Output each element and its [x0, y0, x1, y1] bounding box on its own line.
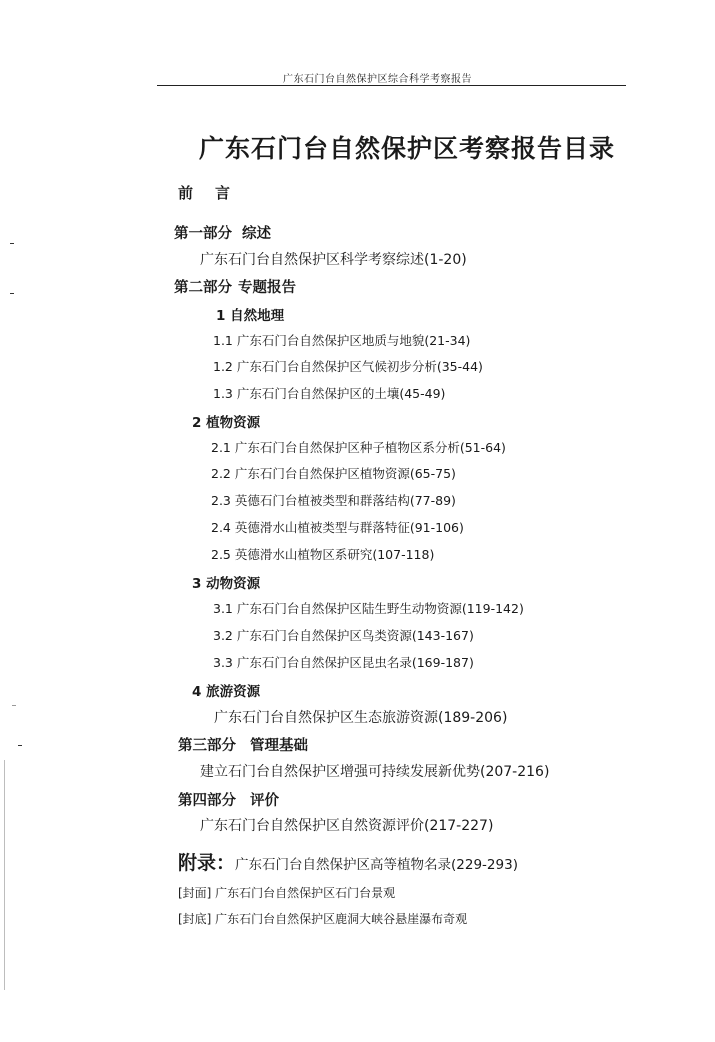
part1-name: 综述: [242, 226, 271, 242]
part1-label: 第一部分: [174, 226, 232, 242]
scan-mark: [10, 243, 14, 244]
scan-margin-line: [4, 760, 5, 990]
preface-heading: [178, 182, 252, 203]
header-rule: [157, 85, 626, 86]
toc-entry: 1.1 广东石门台自然保护区地质与地貌(21-34): [213, 333, 471, 348]
appendix-line: [178, 848, 518, 875]
appendix-label: 附录：: [178, 852, 236, 874]
appendix-entry: 广东石门台自然保护区高等植物名录(229-293): [235, 857, 518, 873]
page-title: 广东石门台自然保护区考察报告目录: [199, 134, 616, 163]
section-heading: 4 旅游资源: [192, 684, 261, 700]
front-cover-note: [封面] 广东石门台自然保护区石门台景观: [178, 886, 396, 900]
part3-heading: [178, 734, 308, 755]
scan-mark: [12, 705, 16, 706]
part4-label: 第四部分: [178, 793, 236, 809]
scan-mark: [10, 293, 14, 294]
toc-entry: 1.3 广东石门台自然保护区的土壤(45-49): [213, 386, 446, 401]
part3-name: 管理基础: [250, 738, 308, 754]
toc-entry: 2.2 广东石门台自然保护区植物资源(65-75): [211, 466, 456, 481]
toc-entry: 1.2 广东石门台自然保护区气候初步分析(35-44): [213, 359, 483, 374]
part2-name: 专题报告: [238, 280, 296, 296]
toc-entry: 2.4 英德滑水山植被类型与群落特征(91-106): [211, 520, 464, 535]
scan-mark: [18, 745, 22, 746]
back-cover-note: [封底] 广东石门台自然保护区鹿洞大峡谷悬崖瀑布奇观: [178, 912, 468, 926]
part3-entry: 建立石门台自然保护区增强可持续发展新优势(207-216): [200, 764, 550, 780]
part2-heading: [174, 276, 296, 297]
section-heading: 1 自然地理: [216, 308, 285, 324]
part4-entry: 广东石门台自然保护区自然资源评价(217-227): [200, 818, 494, 834]
toc-entry: 3.2 广东石门台自然保护区鸟类资源(143-167): [213, 628, 474, 643]
running-header: 广东石门台自然保护区综合科学考察报告: [283, 74, 472, 85]
part3-label: 第三部分: [178, 738, 236, 754]
part2-label: 第二部分: [174, 280, 232, 296]
part1-heading: [174, 222, 271, 243]
part1-entry: 广东石门台自然保护区科学考察综述(1-20): [200, 252, 467, 268]
toc-entry: 2.1 广东石门台自然保护区种子植物区系分析(51-64): [211, 440, 506, 455]
toc-entry: 2.3 英德石门台植被类型和群落结构(77-89): [211, 493, 456, 508]
section-heading: 2 植物资源: [192, 415, 261, 431]
part4-name: 评价: [250, 793, 279, 809]
toc-entry: 2.5 英德滑水山植物区系研究(107-118): [211, 547, 435, 562]
preface-char-1: 前: [178, 184, 194, 202]
part4-heading: [178, 789, 279, 810]
preface-char-2: 言: [215, 184, 231, 202]
toc-entry: 3.3 广东石门台自然保护区昆虫名录(169-187): [213, 655, 474, 670]
toc-entry: 3.1 广东石门台自然保护区陆生野生动物资源(119-142): [213, 601, 524, 616]
toc-entry: 广东石门台自然保护区生态旅游资源(189-206): [214, 710, 508, 726]
section-heading: 3 动物资源: [192, 576, 261, 592]
